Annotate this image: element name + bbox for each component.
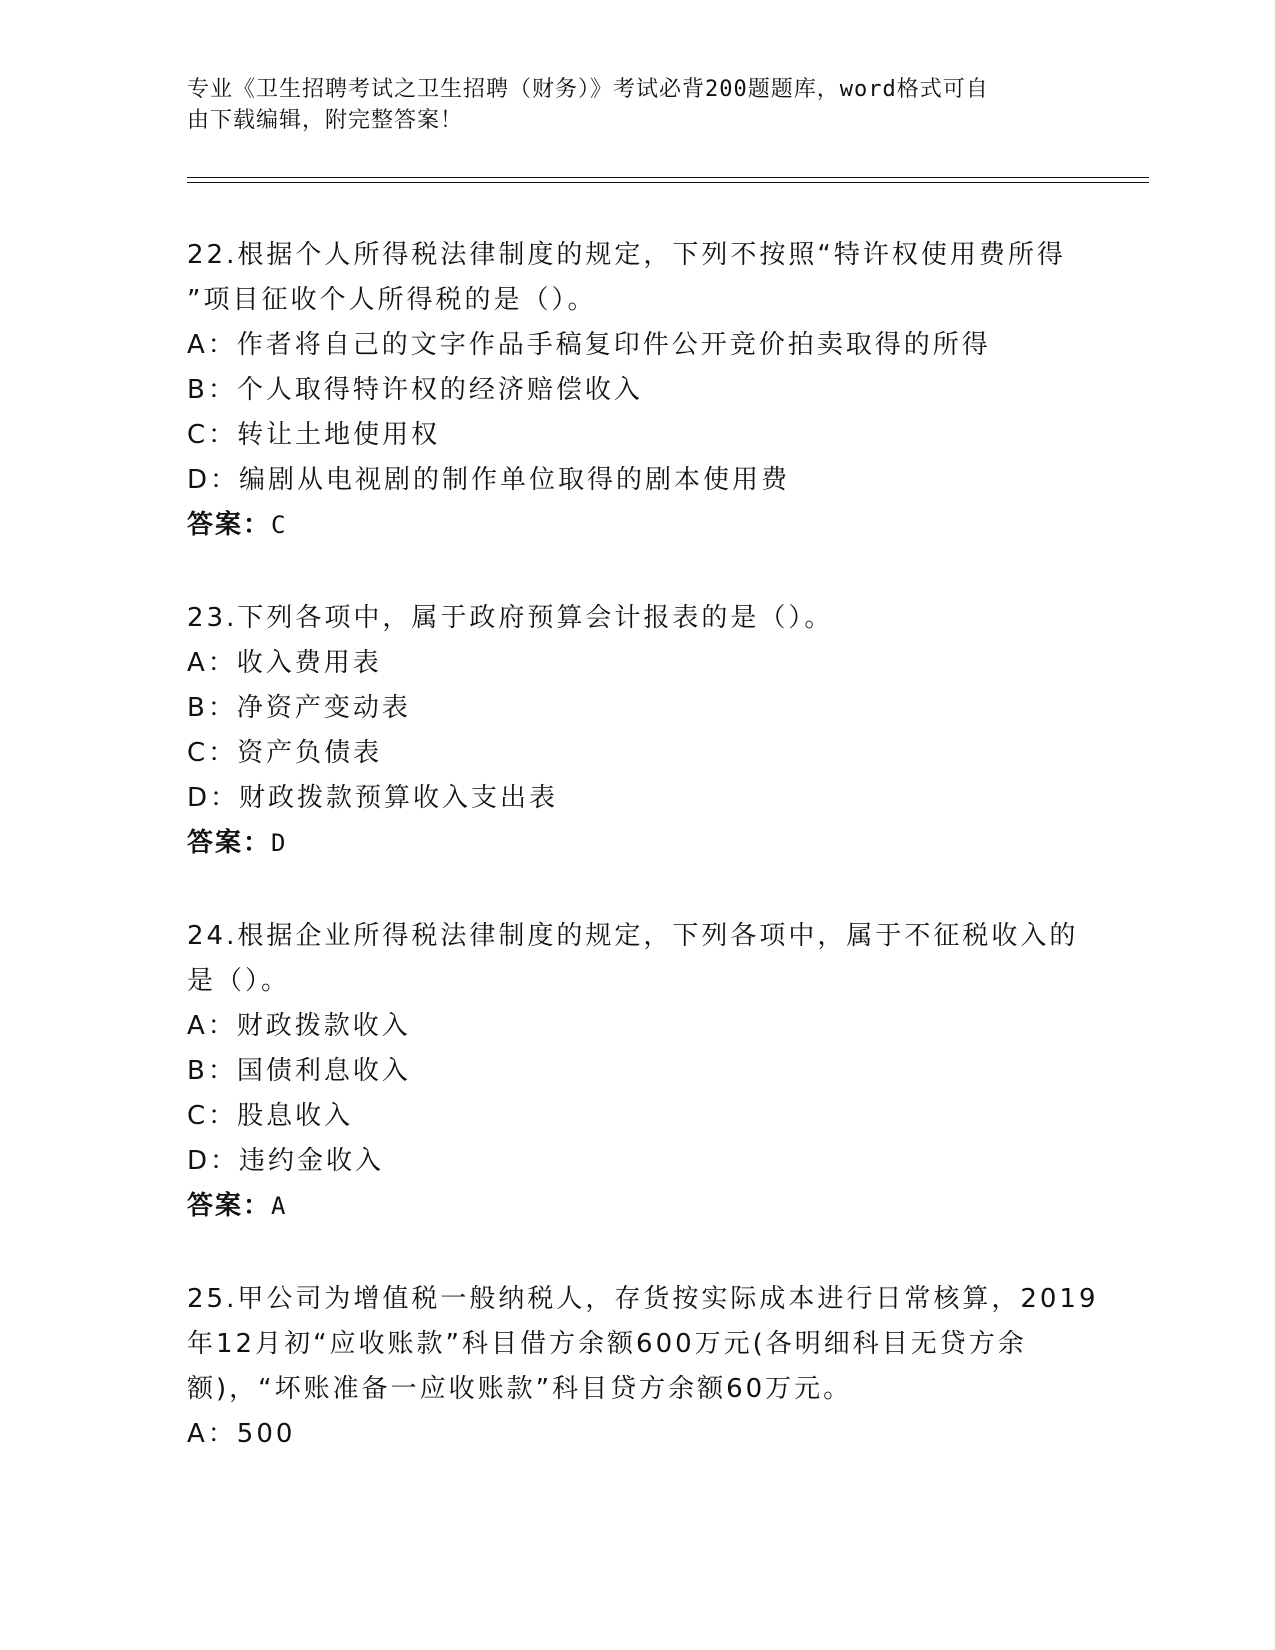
- question-stem-line: 是（）。: [187, 966, 291, 996]
- answer-line: [187, 503, 1087, 548]
- option-b: B：净资产变动表: [187, 693, 411, 723]
- option-c: C：股息收入: [187, 1101, 354, 1131]
- question-stem-line: 24.根据企业所得税法律制度的规定，下列各项中，属于不征税收入的: [187, 921, 1079, 951]
- question-stem-line: 23.下列各项中，属于政府预算会计报表的是（）。: [187, 603, 834, 633]
- question-stem-line: 25.甲公司为增值税一般纳税人，存货按实际成本进行日常核算，2019: [187, 1284, 1099, 1314]
- header-rule-bottom: [187, 182, 1149, 183]
- question-24: [187, 914, 1087, 1229]
- option-d: D：违约金收入: [187, 1146, 385, 1176]
- question-25: [187, 1277, 1099, 1457]
- option-a: A：收入费用表: [187, 648, 382, 678]
- option-c: C：转让土地使用权: [187, 420, 441, 450]
- option-d: D：编剧从电视剧的制作单位取得的剧本使用费: [187, 465, 791, 495]
- answer-value: D: [271, 829, 288, 857]
- option-c: C：资产负债表: [187, 738, 383, 768]
- option-b: B：个人取得特许权的经济赔偿收入: [187, 375, 643, 405]
- answer-value: A: [271, 1192, 288, 1220]
- question-22: [187, 233, 1087, 548]
- document-header: [187, 74, 1067, 136]
- answer-label: 答案：: [187, 828, 272, 858]
- question-23: [187, 596, 1087, 866]
- answer-label: 答案：: [187, 510, 272, 540]
- answer-label: 答案：: [187, 1191, 272, 1221]
- option-b: B：国债利息收入: [187, 1056, 411, 1086]
- option-a: A：财政拨款收入: [187, 1011, 411, 1041]
- header-line-2: 由下载编辑，附完整答案！: [187, 108, 464, 133]
- question-stem-line: 额)，“坏账准备一应收账款”科目贷方余额60万元。: [187, 1374, 853, 1404]
- question-stem-line: 年12月初“应收账款”科目借方余额600万元(各明细科目无贷方余: [187, 1329, 1027, 1359]
- question-stem-line: 22.根据个人所得税法律制度的规定，下列不按照“特许权使用费所得: [187, 240, 1066, 270]
- header-rule-top: [187, 177, 1149, 178]
- option-d: D：财政拨款预算收入支出表: [187, 783, 559, 813]
- answer-line: [187, 1184, 1087, 1229]
- option-a: A：作者将自己的文字作品手稿复印件公开竞价拍卖取得的所得: [187, 330, 991, 360]
- question-stem-line: ”项目征收个人所得税的是（）。: [187, 285, 597, 315]
- answer-value: C: [271, 511, 288, 539]
- answer-line: [187, 821, 1087, 866]
- header-line-1: 专业《卫生招聘考试之卫生招聘（财务）》考试必背200题题库，word格式可自: [187, 77, 989, 102]
- option-a: A：500: [187, 1419, 296, 1449]
